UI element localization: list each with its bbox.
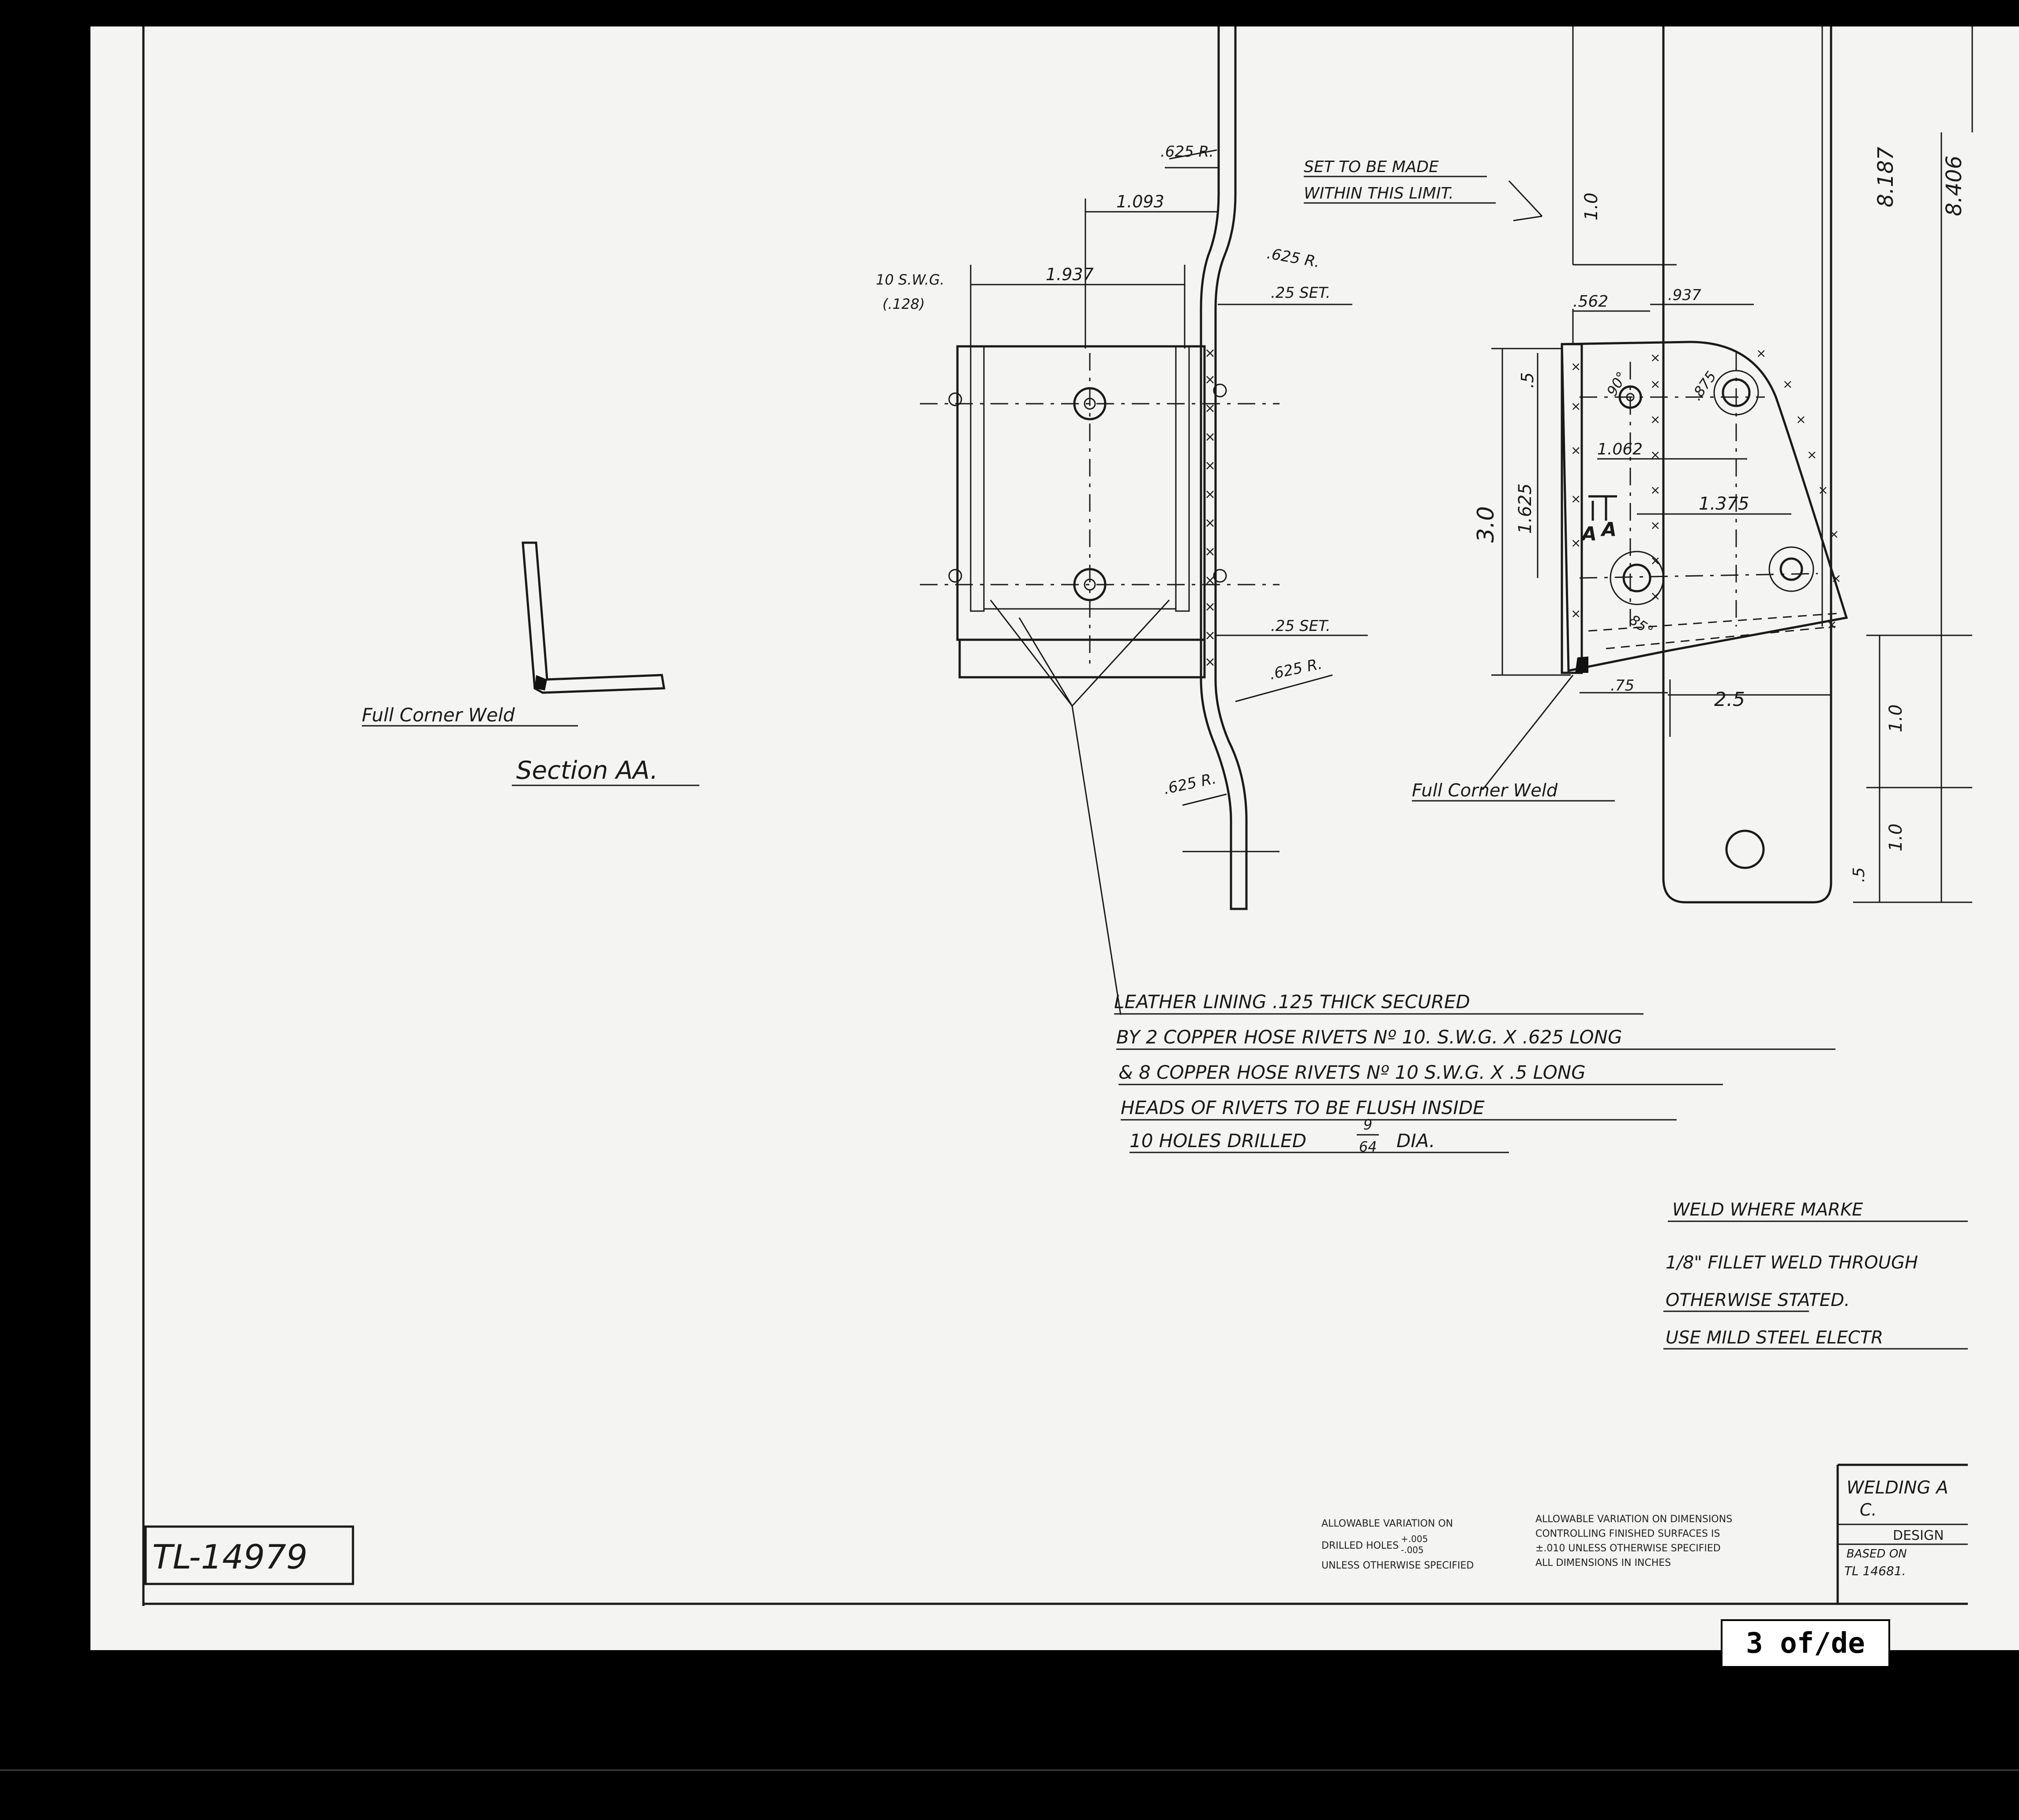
leather-line-5-suffix: DIA. [1396, 1130, 1435, 1152]
dim-gauge-thickness: (.128) [882, 296, 925, 312]
dim-set-upper: .25 SET. [1271, 284, 1331, 302]
leather-line-2: BY 2 COPPER HOSE RIVETS Nº 10. S.W.G. X .625 LONG [1116, 1026, 1622, 1048]
leather-line-4: HEADS OF RIVETS TO BE FLUSH INSIDE [1121, 1097, 1485, 1118]
svg-text:×: × [1205, 429, 1216, 445]
svg-text:×: × [1571, 492, 1581, 506]
svg-text:×: × [1818, 483, 1828, 497]
dim-vert-1-0-a: 1.0 [1886, 704, 1906, 732]
weld-note-1: WELD WHERE MARKE [1672, 1200, 1863, 1220]
svg-text:×: × [1205, 573, 1216, 588]
set-note-line1: SET TO BE MADE [1304, 158, 1439, 176]
svg-text:×: × [1205, 345, 1216, 361]
weld-note-2: 1/8" FILLET WELD THROUGH [1666, 1253, 1918, 1273]
svg-text:×: × [1571, 399, 1581, 413]
svg-text:×: × [1650, 553, 1661, 568]
leather-line-3: & 8 COPPER HOSE RIVETS Nº 10 S.W.G. X .5 LONG [1118, 1062, 1586, 1083]
svg-text:×: × [1783, 377, 1793, 391]
holes-tol-minus: -.005 [1401, 1545, 1424, 1555]
leather-line-1: LEATHER LINING .125 THICK SECURED [1114, 991, 1470, 1013]
dim-1375: 1.375 [1699, 494, 1749, 514]
section-mark-left: A [1582, 523, 1597, 545]
svg-text:×: × [1205, 544, 1216, 559]
svg-text:×: × [1831, 571, 1842, 585]
svg-text:×: × [1756, 346, 1767, 360]
svg-text:×: × [1650, 589, 1661, 603]
fraction-denominator: 64 [1359, 1138, 1377, 1155]
dim-radius-bottom: .625 R. [1162, 769, 1218, 798]
dim-radius-lower: .625 R. [1268, 655, 1324, 683]
dim-vert-1-0-b: 1.0 [1886, 823, 1906, 852]
dim-gauge: 10 S.W.G. [876, 271, 945, 288]
dim-1625: 1.625 [1515, 483, 1535, 534]
section-weld-label: Full Corner Weld [362, 704, 515, 726]
set-note-line2: WITHIN THIS LIMIT. [1304, 184, 1454, 203]
dims-tol-line4: ALL DIMENSIONS IN INCHES [1535, 1557, 1671, 1569]
svg-text:×: × [1205, 401, 1216, 416]
svg-text:×: × [1650, 447, 1661, 462]
svg-text:×: × [1650, 518, 1661, 533]
dim-vert-top: 1.0 [1581, 192, 1602, 221]
section-title: Section AA. [516, 756, 658, 785]
based-on-ref: TL 14681. [1844, 1564, 1906, 1578]
dim-radius-upper: .625 R. [1265, 244, 1321, 271]
dims-tol-line1: ALLOWABLE VARIATION ON DIMENSIONS [1535, 1514, 1733, 1525]
svg-text:×: × [1205, 628, 1216, 643]
dim-1062: 1.062 [1597, 440, 1643, 458]
svg-text:×: × [1827, 617, 1837, 632]
svg-text:×: × [1205, 654, 1216, 670]
svg-text:×: × [1571, 606, 1581, 621]
svg-text:×: × [1807, 447, 1817, 462]
title-partial: WELDING A [1846, 1478, 1948, 1498]
dim-angle-90: 90° [1603, 368, 1631, 399]
drawing-number: TL-14979 [152, 1537, 308, 1576]
dim-width-main: 1.937 [1046, 265, 1094, 284]
dim-2-5: 2.5 [1714, 688, 1745, 711]
svg-text:×: × [1829, 527, 1839, 541]
section-mark-right: A [1602, 518, 1617, 541]
dim-875: .875 [1688, 368, 1720, 404]
svg-text:×: × [1205, 458, 1216, 473]
based-on-label: BASED ON [1846, 1547, 1907, 1561]
dim-562: .562 [1573, 293, 1609, 311]
svg-text:×: × [1796, 412, 1806, 427]
svg-text:×: × [1650, 483, 1661, 497]
side-weld-label: Full Corner Weld [1412, 781, 1558, 801]
dim-75: .75 [1610, 677, 1635, 694]
holes-tol-line3: UNLESS OTHERWISE SPECIFIED [1321, 1560, 1474, 1571]
dims-tol-line3: ±.010 UNLESS OTHERWISE SPECIFIED [1535, 1543, 1721, 1554]
dim-width-upper: 1.093 [1116, 192, 1164, 211]
svg-text:×: × [1571, 359, 1581, 374]
svg-text:×: × [1650, 412, 1661, 427]
code-partial: C. [1860, 1500, 1877, 1520]
svg-text:×: × [1205, 515, 1216, 531]
leather-line-5: 10 HOLES DRILLED [1130, 1130, 1306, 1152]
weld-note-4: USE MILD STEEL ELECTR [1666, 1328, 1884, 1348]
svg-text:×: × [1571, 443, 1581, 458]
dim-vert-5: .5 [1850, 867, 1868, 882]
design-label: DESIGN [1893, 1528, 1944, 1543]
weld-note-3: OTHERWISE STATED. [1666, 1290, 1850, 1310]
svg-text:×: × [1205, 487, 1216, 502]
svg-text:×: × [1650, 350, 1661, 365]
svg-text:×: × [1205, 372, 1216, 387]
dim-radius-top: .625 R. [1160, 143, 1214, 161]
holes-tol-line2: DRILLED HOLES [1321, 1540, 1399, 1551]
dim-overall-1: 8.187 [1873, 146, 1898, 207]
fraction-numerator: 9 [1363, 1116, 1373, 1133]
svg-text:×: × [1571, 536, 1581, 550]
dims-tol-line2: CONTROLLING FINISHED SURFACES IS [1535, 1528, 1720, 1539]
holes-tol-plus: +.005 [1401, 1534, 1428, 1544]
dim-937: .937 [1668, 286, 1701, 304]
page-badge: 3 of/de [1721, 1619, 1890, 1668]
dim-angle-85: 85° [1626, 611, 1656, 640]
dim-5: .5 [1518, 372, 1537, 388]
dim-set-lower: .25 SET. [1271, 617, 1331, 635]
dim-overall-2: 8.406 [1942, 155, 1966, 216]
svg-text:×: × [1205, 599, 1216, 615]
dim-3-0: 3.0 [1473, 506, 1499, 543]
holes-tol-line1: ALLOWABLE VARIATION ON [1321, 1518, 1453, 1529]
svg-text:×: × [1650, 377, 1661, 391]
